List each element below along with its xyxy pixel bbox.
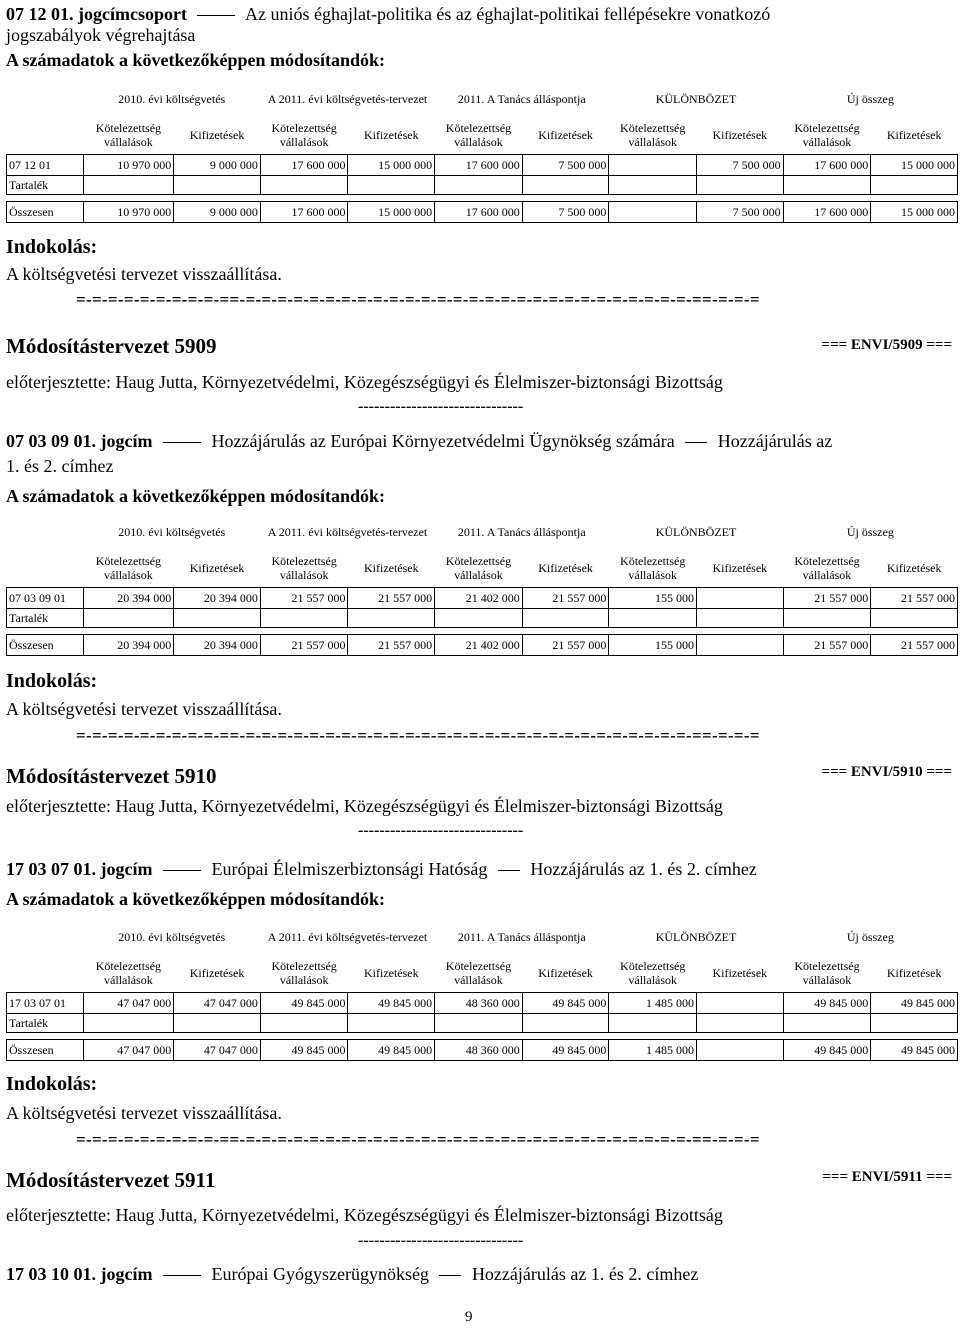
table-row-total <box>7 1040 958 1061</box>
cell: 9 000 000 <box>174 202 261 223</box>
table-row <box>7 588 958 609</box>
header-commit: Kötelezettség vállalások <box>794 121 860 149</box>
reserve-label: Tartalék <box>7 176 84 195</box>
total-label: Összesen <box>7 202 84 223</box>
col-group-difference: KÜLÖNBÖZET <box>655 930 737 944</box>
intro-heading-rest-1: Az uniós éghajlat-politika és az éghajlat-politikai fellépésekre vonatkozó <box>244 4 771 24</box>
em-dash <box>197 15 235 16</box>
col-group-2011-draft: A 2011. évi költségvetés-tervezet <box>267 525 428 539</box>
cell: 49 845 000 <box>871 993 958 1014</box>
header-commit: Kötelezettség vállalások <box>445 959 512 987</box>
budget-line-heading <box>6 1264 956 1285</box>
cell: 48 360 000 <box>435 993 523 1014</box>
cell: 20 394 000 <box>83 635 174 656</box>
en-dash <box>498 870 520 871</box>
col-group-new-amount: Új összeg <box>846 525 894 539</box>
amendment-title: Módosítástervezet 5911 <box>6 1168 216 1192</box>
justification-text: A költségvetési tervezet visszaállítása. <box>6 264 282 284</box>
indokolas-heading: Indokolás: <box>6 670 98 692</box>
total-label: Összesen <box>7 1040 84 1061</box>
cell: 7 500 000 <box>522 202 609 223</box>
reserve-label: Tartalék <box>7 1014 84 1033</box>
header-pay: Kifizetések <box>886 128 942 142</box>
col-group-new-amount: Új összeg <box>846 930 894 944</box>
col-group-2010: 2010. évi költségvetés <box>118 930 226 944</box>
budget-table-1 <box>6 82 958 223</box>
cell: 17 600 000 <box>260 155 348 176</box>
header-pay: Kifizetések <box>712 561 768 575</box>
cell: 47 047 000 <box>83 1040 174 1061</box>
cell: 21 557 000 <box>522 635 609 656</box>
cell: 21 557 000 <box>783 588 871 609</box>
table-row-total <box>7 635 958 656</box>
header-pay: Kifizetések <box>538 128 593 142</box>
line-text-2: Hozzájárulás az <box>717 431 833 451</box>
header-pay: Kifizetések <box>363 128 419 142</box>
cell: 17 600 000 <box>435 155 523 176</box>
header-pay: Kifizetések <box>712 966 768 980</box>
cell: 21 557 000 <box>783 635 871 656</box>
table-row-total <box>7 202 958 223</box>
em-dash <box>163 870 201 871</box>
table-row <box>7 993 958 1014</box>
line-num: 17 03 07 01. <box>6 859 96 879</box>
cell: 155 000 <box>609 588 697 609</box>
cell: 17 600 000 <box>783 202 871 223</box>
intro-heading-rest-2: jogszabályok végrehajtása <box>6 25 196 45</box>
header-pay: Kifizetések <box>189 561 245 575</box>
amendment-ref: === ENVI/5910 === <box>821 764 952 780</box>
cell <box>697 1040 784 1061</box>
line-word: jogcím <box>100 431 153 451</box>
header-commit: Kötelezettség vállalások <box>271 554 337 582</box>
row-code: 07 12 01 <box>7 155 84 176</box>
reserve-label: Tartalék <box>7 609 84 628</box>
line-text-2: Hozzájárulás az 1. és 2. címhez <box>530 859 757 879</box>
cell: 47 047 000 <box>174 993 261 1014</box>
intro-heading-num: 07 12 01. <box>6 4 74 24</box>
line-text-3: 1. és 2. címhez <box>6 456 114 476</box>
col-group-difference: KÜLÖNBÖZET <box>655 92 737 106</box>
budget-table-3 <box>6 920 958 1061</box>
header-commit: Kötelezettség vállalások <box>271 959 337 987</box>
cell: 15 000 000 <box>871 202 958 223</box>
cell: 20 394 000 <box>83 588 174 609</box>
table-row <box>7 609 958 628</box>
dashes: ------------------------------- <box>358 822 524 839</box>
header-pay: Kifizetések <box>712 128 768 142</box>
total-label: Összesen <box>7 635 84 656</box>
cell: 21 557 000 <box>348 635 435 656</box>
header-commit: Kötelezettség vállalások <box>620 554 686 582</box>
submitted-by: előterjesztette: Haug Jutta, Környezetvédelmi, Közegészségügyi és Élelmiszer-biztonsági Bizottság <box>6 1205 723 1225</box>
table-row <box>7 1014 958 1033</box>
cell: 7 500 000 <box>522 155 609 176</box>
intro-heading <box>6 4 956 25</box>
col-group-council: 2011. A Tanács álláspontja <box>457 930 586 944</box>
amendment-title: Módosítástervezet 5909 <box>6 334 217 358</box>
justification-text: A költségvetési tervezet visszaállítása. <box>6 699 282 719</box>
header-pay: Kifizetések <box>538 561 593 575</box>
header-commit: Kötelezettség vállalások <box>95 959 162 987</box>
intro-heading-word: jogcímcsoport <box>78 4 187 24</box>
en-dash <box>685 442 707 443</box>
separator: =-=-=-=-=-=-=-=-=-==-=-=-=-=-=-=-=-=-=-=-=-=-=-=-=-=-=-=-=-=-=-=-=-=-=-=-=-=-==-=-=-= <box>76 290 760 309</box>
cell: 21 557 000 <box>871 588 958 609</box>
table-row <box>7 176 958 195</box>
cell: 7 500 000 <box>697 155 784 176</box>
cell: 49 845 000 <box>348 1040 435 1061</box>
cell: 21 557 000 <box>260 635 348 656</box>
header-commit: Kötelezettség vállalások <box>271 121 337 149</box>
header-pay: Kifizetések <box>363 561 419 575</box>
col-group-council: 2011. A Tanács álláspontja <box>457 525 586 539</box>
header-commit: Kötelezettség vállalások <box>95 121 162 149</box>
cell: 21 557 000 <box>260 588 348 609</box>
cell: 49 845 000 <box>871 1040 958 1061</box>
cell: 47 047 000 <box>83 993 174 1014</box>
dashes: ------------------------------- <box>358 1232 524 1249</box>
header-pay: Kifizetések <box>189 966 245 980</box>
row-code: 07 03 09 01 <box>7 588 84 609</box>
header-commit: Kötelezettség vállalások <box>445 554 512 582</box>
col-group-new-amount: Új összeg <box>846 92 894 106</box>
header-pay: Kifizetések <box>363 966 419 980</box>
header-commit: Kötelezettség vállalások <box>794 959 860 987</box>
header-pay: Kifizetések <box>886 561 942 575</box>
col-group-2010: 2010. évi költségvetés <box>118 92 226 106</box>
line-text: Európai Gyógyszerügynökség <box>211 1264 429 1284</box>
row-code: 17 03 07 01 <box>7 993 84 1014</box>
cell: 47 047 000 <box>174 1040 261 1061</box>
cell <box>609 155 697 176</box>
modify-label: A számadatok a következőképpen módosítandók: <box>6 486 386 506</box>
col-group-2011-draft: A 2011. évi költségvetés-tervezet <box>267 930 428 944</box>
en-dash <box>439 1275 461 1276</box>
cell: 15 000 000 <box>348 155 435 176</box>
cell: 21 557 000 <box>522 588 609 609</box>
cell: 21 402 000 <box>435 588 523 609</box>
cell: 15 000 000 <box>348 202 435 223</box>
separator: =-=-=-=-=-=-=-=-=-==-=-=-=-=-=-=-=-=-=-=-=-=-=-=-=-=-=-=-=-=-=-=-=-=-=-=-=-=-==-=-=-= <box>76 1130 760 1149</box>
cell: 21 402 000 <box>435 635 523 656</box>
header-pay: Kifizetések <box>538 966 593 980</box>
col-group-council: 2011. A Tanács álláspontja <box>457 92 586 106</box>
cell: 17 600 000 <box>783 155 871 176</box>
col-group-difference: KÜLÖNBÖZET <box>655 525 737 539</box>
amendment-title: Módosítástervezet 5910 <box>6 764 217 788</box>
cell: 48 360 000 <box>435 1040 523 1061</box>
cell <box>697 635 784 656</box>
table-row <box>7 155 958 176</box>
cell: 10 970 000 <box>83 202 174 223</box>
line-num: 07 03 09 01. <box>6 431 96 451</box>
col-group-2011-draft: A 2011. évi költségvetés-tervezet <box>267 92 428 106</box>
col-group-2010: 2010. évi költségvetés <box>118 525 226 539</box>
cell: 1 485 000 <box>609 1040 697 1061</box>
line-word: jogcím <box>100 1264 153 1284</box>
dashes: ------------------------------- <box>358 398 524 415</box>
budget-line-heading <box>6 859 956 880</box>
amendment-ref: === ENVI/5909 === <box>821 337 952 353</box>
cell: 7 500 000 <box>697 202 784 223</box>
modify-label: A számadatok a következőképpen módosítandók: <box>6 50 386 70</box>
indokolas-heading: Indokolás: <box>6 236 98 258</box>
cell: 49 845 000 <box>260 993 348 1014</box>
header-pay: Kifizetések <box>886 966 942 980</box>
cell: 21 557 000 <box>348 588 435 609</box>
separator: =-=-=-=-=-=-=-=-=-==-=-=-=-=-=-=-=-=-=-=-=-=-=-=-=-=-=-=-=-=-=-=-=-=-=-=-=-=-==-=-=-= <box>76 726 760 745</box>
em-dash <box>163 442 201 443</box>
cell: 15 000 000 <box>871 155 958 176</box>
cell: 49 845 000 <box>522 1040 609 1061</box>
cell <box>609 202 697 223</box>
cell <box>697 588 784 609</box>
cell: 10 970 000 <box>83 155 174 176</box>
page-number: 9 <box>465 1309 473 1325</box>
cell: 1 485 000 <box>609 993 697 1014</box>
line-text-2: Hozzájárulás az 1. és 2. címhez <box>471 1264 699 1284</box>
justification-text: A költségvetési tervezet visszaállítása. <box>6 1103 282 1123</box>
cell: 49 845 000 <box>348 993 435 1014</box>
cell: 49 845 000 <box>783 1040 871 1061</box>
amendment-ref: === ENVI/5911 === <box>822 1169 952 1185</box>
submitted-by: előterjesztette: Haug Jutta, Környezetvédelmi, Közegészségügyi és Élelmiszer-biztonsági Bizottság <box>6 796 723 816</box>
cell: 17 600 000 <box>260 202 348 223</box>
cell: 49 845 000 <box>522 993 609 1014</box>
cell: 49 845 000 <box>260 1040 348 1061</box>
submitted-by: előterjesztette: Haug Jutta, Környezetvédelmi, Közegészségügyi és Élelmiszer-biztonsági Bizottság <box>6 372 723 392</box>
em-dash <box>163 1275 201 1276</box>
header-commit: Kötelezettség vállalások <box>445 121 512 149</box>
cell: 20 394 000 <box>174 588 261 609</box>
header-commit: Kötelezettség vállalások <box>620 959 686 987</box>
budget-line-heading <box>6 431 956 452</box>
modify-label: A számadatok a következőképpen módosítandók: <box>6 889 386 909</box>
line-word: jogcím <box>100 859 153 879</box>
line-text: Európai Élelmiszerbiztonsági Hatóság <box>211 859 488 879</box>
header-commit: Kötelezettség vállalások <box>620 121 686 149</box>
cell: 20 394 000 <box>174 635 261 656</box>
header-commit: Kötelezettség vállalások <box>794 554 860 582</box>
line-text: Hozzájárulás az Európai Környezetvédelmi Ügynökség számára <box>211 431 675 451</box>
cell: 9 000 000 <box>174 155 261 176</box>
cell: 49 845 000 <box>783 993 871 1014</box>
header-pay: Kifizetések <box>189 128 245 142</box>
cell: 17 600 000 <box>435 202 523 223</box>
cell: 21 557 000 <box>871 635 958 656</box>
indokolas-heading: Indokolás: <box>6 1073 98 1095</box>
cell: 155 000 <box>609 635 697 656</box>
cell <box>697 993 784 1014</box>
header-commit: Kötelezettség vállalások <box>95 554 162 582</box>
line-num: 17 03 10 01. <box>6 1264 96 1284</box>
budget-table-2 <box>6 515 958 656</box>
